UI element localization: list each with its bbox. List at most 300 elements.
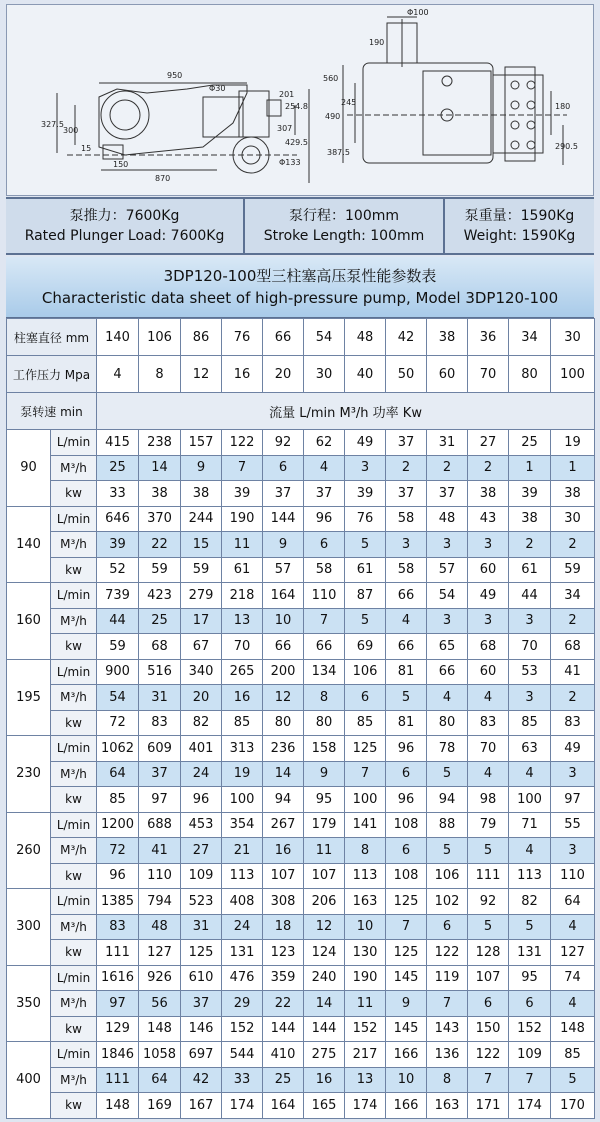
value-cell: 4 — [468, 761, 509, 787]
value-cell: 6 — [468, 991, 509, 1017]
value-cell: 68 — [551, 634, 595, 660]
table-row — [7, 1016, 595, 1042]
value-cell: 119 — [427, 965, 468, 991]
value-cell: 164 — [263, 1093, 304, 1119]
value-cell: 43 — [468, 506, 509, 532]
spec-weight — [445, 199, 594, 253]
value-cell: 17 — [181, 608, 222, 634]
value-cell: 167 — [181, 1093, 222, 1119]
value-cell: 38 — [509, 506, 551, 532]
value-cell: 125 — [181, 940, 222, 966]
value-cell: 144 — [263, 1016, 304, 1042]
unit-cell: kw — [51, 634, 97, 660]
value-cell: 141 — [345, 812, 386, 838]
value-cell: 171 — [468, 1093, 509, 1119]
value-cell: 166 — [386, 1042, 427, 1068]
value-cell: 95 — [509, 965, 551, 991]
value-cell: 83 — [468, 710, 509, 736]
value-cell: 39 — [222, 481, 263, 507]
value-cell: 4 — [386, 608, 427, 634]
dim-19: 290.5 — [555, 142, 578, 151]
value-cell: 64 — [97, 761, 139, 787]
value-cell: 37 — [263, 481, 304, 507]
value-cell: 10 — [386, 1067, 427, 1093]
value-cell: 163 — [427, 1093, 468, 1119]
dim-10: 429.5 — [285, 138, 308, 147]
value-cell: 56 — [139, 991, 181, 1017]
spec-weight-cn: 泵重量：1590Kg — [464, 208, 575, 224]
value-cell: 4 — [304, 455, 345, 481]
plunger-10: 34 — [509, 319, 551, 356]
value-cell: 10 — [263, 608, 304, 634]
value-cell: 125 — [345, 736, 386, 762]
unit-cell: kw — [51, 1093, 97, 1119]
value-cell: 44 — [509, 583, 551, 609]
value-cell: 131 — [222, 940, 263, 966]
dim-12: Φ100 — [407, 8, 429, 17]
value-cell: 190 — [222, 506, 263, 532]
value-cell: 24 — [181, 761, 222, 787]
unit-cell: kw — [51, 710, 97, 736]
value-cell: 354 — [222, 812, 263, 838]
value-cell: 38 — [139, 481, 181, 507]
plunger-diameter-label: 柱塞直径 mm — [7, 319, 97, 356]
value-cell: 37 — [386, 430, 427, 456]
value-cell: 7 — [509, 1067, 551, 1093]
value-cell: 83 — [97, 914, 139, 940]
value-cell: 61 — [345, 557, 386, 583]
pump-speed-label: 泵转速 min — [7, 393, 97, 430]
value-cell: 57 — [263, 557, 304, 583]
flow-header-row — [7, 393, 595, 430]
value-cell: 106 — [427, 863, 468, 889]
value-cell: 81 — [386, 659, 427, 685]
table-row — [7, 940, 595, 966]
value-cell: 44 — [97, 608, 139, 634]
value-cell: 206 — [304, 889, 345, 915]
value-cell: 94 — [263, 787, 304, 813]
value-cell: 63 — [509, 736, 551, 762]
value-cell: 31 — [427, 430, 468, 456]
value-cell: 7 — [345, 761, 386, 787]
table-row — [7, 506, 595, 532]
unit-cell: L/min — [51, 965, 97, 991]
table-row — [7, 1042, 595, 1068]
pressure-8: 60 — [427, 356, 468, 393]
value-cell: 85 — [509, 710, 551, 736]
pressure-10: 80 — [509, 356, 551, 393]
plunger-5: 54 — [304, 319, 345, 356]
speed-cell: 260 — [7, 812, 51, 889]
value-cell: 109 — [181, 863, 222, 889]
speed-cell: 195 — [7, 659, 51, 736]
dim-16: 245 — [341, 98, 357, 107]
value-cell: 54 — [427, 583, 468, 609]
value-cell: 240 — [304, 965, 345, 991]
value-cell: 408 — [222, 889, 263, 915]
value-cell: 6 — [304, 532, 345, 558]
value-cell: 21 — [222, 838, 263, 864]
value-cell: 58 — [304, 557, 345, 583]
dim-6: 870 — [155, 174, 171, 183]
value-cell: 82 — [181, 710, 222, 736]
value-cell: 265 — [222, 659, 263, 685]
value-cell: 48 — [139, 914, 181, 940]
value-cell: 131 — [509, 940, 551, 966]
value-cell: 111 — [97, 940, 139, 966]
value-cell: 53 — [509, 659, 551, 685]
speed-cell: 160 — [7, 583, 51, 660]
value-cell: 238 — [139, 430, 181, 456]
value-cell: 4 — [468, 685, 509, 711]
pressure-5: 30 — [304, 356, 345, 393]
value-cell: 82 — [509, 889, 551, 915]
value-cell: 9 — [181, 455, 222, 481]
value-cell: 6 — [263, 455, 304, 481]
table-row — [7, 710, 595, 736]
table-row — [7, 634, 595, 660]
value-cell: 19 — [222, 761, 263, 787]
value-cell: 415 — [97, 430, 139, 456]
value-cell: 74 — [551, 965, 595, 991]
value-cell: 1200 — [97, 812, 139, 838]
unit-cell: M³/h — [51, 761, 97, 787]
value-cell: 70 — [509, 634, 551, 660]
plunger-8: 38 — [427, 319, 468, 356]
value-cell: 688 — [139, 812, 181, 838]
value-cell: 2 — [551, 608, 595, 634]
dim-8: 254.8 — [285, 102, 308, 111]
value-cell: 123 — [263, 940, 304, 966]
value-cell: 68 — [468, 634, 509, 660]
value-cell: 5 — [345, 608, 386, 634]
unit-cell: L/min — [51, 659, 97, 685]
table-row — [7, 914, 595, 940]
unit-cell: M³/h — [51, 532, 97, 558]
value-cell: 108 — [386, 863, 427, 889]
value-cell: 148 — [139, 1016, 181, 1042]
value-cell: 13 — [345, 1067, 386, 1093]
value-cell: 22 — [139, 532, 181, 558]
value-cell: 401 — [181, 736, 222, 762]
value-cell: 31 — [181, 914, 222, 940]
value-cell: 38 — [181, 481, 222, 507]
value-cell: 130 — [345, 940, 386, 966]
value-cell: 59 — [97, 634, 139, 660]
value-cell: 179 — [304, 812, 345, 838]
sheet-title — [6, 257, 594, 318]
dim-5: 150 — [113, 160, 129, 169]
value-cell: 4 — [509, 838, 551, 864]
value-cell: 16 — [222, 685, 263, 711]
value-cell: 8 — [345, 838, 386, 864]
value-cell: 1 — [509, 455, 551, 481]
value-cell: 52 — [97, 557, 139, 583]
pressure-7: 50 — [386, 356, 427, 393]
value-cell: 66 — [386, 634, 427, 660]
value-cell: 102 — [427, 889, 468, 915]
value-cell: 3 — [509, 685, 551, 711]
flow-power-label: 流量 L/min M³/h 功率 Kw — [97, 393, 595, 430]
value-cell: 900 — [97, 659, 139, 685]
unit-cell: M³/h — [51, 455, 97, 481]
value-cell: 165 — [304, 1093, 345, 1119]
value-cell: 11 — [304, 838, 345, 864]
dim-3: 300 — [63, 126, 79, 135]
unit-cell: M³/h — [51, 685, 97, 711]
unit-cell: M³/h — [51, 608, 97, 634]
unit-cell: L/min — [51, 506, 97, 532]
speed-cell: 230 — [7, 736, 51, 813]
value-cell: 164 — [263, 583, 304, 609]
spec-summary — [6, 197, 594, 255]
table-row — [7, 532, 595, 558]
value-cell: 5 — [427, 761, 468, 787]
value-cell: 244 — [181, 506, 222, 532]
plunger-3: 76 — [222, 319, 263, 356]
value-cell: 66 — [304, 634, 345, 660]
value-cell: 85 — [345, 710, 386, 736]
value-cell: 8 — [304, 685, 345, 711]
value-cell: 3 — [468, 608, 509, 634]
value-cell: 3 — [427, 532, 468, 558]
dim-17: 387.5 — [327, 148, 350, 157]
value-cell: 739 — [97, 583, 139, 609]
table-row — [7, 557, 595, 583]
value-cell: 37 — [427, 481, 468, 507]
value-cell: 70 — [468, 736, 509, 762]
value-cell: 29 — [222, 991, 263, 1017]
value-cell: 7 — [386, 914, 427, 940]
value-cell: 49 — [551, 736, 595, 762]
pressure-3: 16 — [222, 356, 263, 393]
working-pressure-label: 工作压力 Mpa — [7, 356, 97, 393]
value-cell: 127 — [551, 940, 595, 966]
plunger-11: 30 — [551, 319, 595, 356]
value-cell: 66 — [263, 634, 304, 660]
value-cell: 544 — [222, 1042, 263, 1068]
value-cell: 122 — [222, 430, 263, 456]
table-row — [7, 1067, 595, 1093]
value-cell: 55 — [551, 812, 595, 838]
value-cell: 107 — [468, 965, 509, 991]
plunger-1: 106 — [139, 319, 181, 356]
unit-cell: kw — [51, 863, 97, 889]
table-row — [7, 838, 595, 864]
value-cell: 279 — [181, 583, 222, 609]
dim-18: 180 — [555, 102, 571, 111]
value-cell: 25 — [97, 455, 139, 481]
value-cell: 80 — [263, 710, 304, 736]
value-cell: 20 — [181, 685, 222, 711]
value-cell: 1846 — [97, 1042, 139, 1068]
value-cell: 110 — [551, 863, 595, 889]
working-pressure-row — [7, 356, 595, 393]
unit-cell: kw — [51, 1016, 97, 1042]
value-cell: 610 — [181, 965, 222, 991]
value-cell: 95 — [304, 787, 345, 813]
value-cell: 7 — [222, 455, 263, 481]
value-cell: 308 — [263, 889, 304, 915]
unit-cell: L/min — [51, 583, 97, 609]
value-cell: 148 — [551, 1016, 595, 1042]
unit-cell: kw — [51, 940, 97, 966]
value-cell: 59 — [551, 557, 595, 583]
value-cell: 5 — [427, 838, 468, 864]
unit-cell: M³/h — [51, 1067, 97, 1093]
value-cell: 30 — [551, 506, 595, 532]
value-cell: 111 — [468, 863, 509, 889]
plunger-diameter-row — [7, 319, 595, 356]
value-cell: 3 — [551, 838, 595, 864]
value-cell: 163 — [345, 889, 386, 915]
value-cell: 145 — [386, 965, 427, 991]
value-cell: 136 — [427, 1042, 468, 1068]
value-cell: 128 — [468, 940, 509, 966]
value-cell: 16 — [263, 838, 304, 864]
value-cell: 85 — [222, 710, 263, 736]
dim-1: Φ30 — [209, 84, 226, 93]
value-cell: 100 — [345, 787, 386, 813]
value-cell: 9 — [386, 991, 427, 1017]
value-cell: 476 — [222, 965, 263, 991]
performance-table — [6, 318, 595, 1119]
table-row — [7, 583, 595, 609]
value-cell: 2 — [509, 532, 551, 558]
value-cell: 107 — [263, 863, 304, 889]
plunger-4: 66 — [263, 319, 304, 356]
value-cell: 11 — [222, 532, 263, 558]
value-cell: 37 — [386, 481, 427, 507]
value-cell: 22 — [263, 991, 304, 1017]
value-cell: 70 — [222, 634, 263, 660]
value-cell: 3 — [386, 532, 427, 558]
value-cell: 100 — [222, 787, 263, 813]
value-cell: 94 — [427, 787, 468, 813]
unit-cell: M³/h — [51, 991, 97, 1017]
value-cell: 68 — [139, 634, 181, 660]
value-cell: 148 — [97, 1093, 139, 1119]
value-cell: 13 — [222, 608, 263, 634]
value-cell: 1 — [551, 455, 595, 481]
value-cell: 18 — [263, 914, 304, 940]
value-cell: 6 — [345, 685, 386, 711]
value-cell: 143 — [427, 1016, 468, 1042]
value-cell: 113 — [345, 863, 386, 889]
value-cell: 31 — [139, 685, 181, 711]
value-cell: 66 — [427, 659, 468, 685]
value-cell: 5 — [551, 1067, 595, 1093]
value-cell: 14 — [263, 761, 304, 787]
value-cell: 125 — [386, 889, 427, 915]
value-cell: 85 — [97, 787, 139, 813]
value-cell: 72 — [97, 710, 139, 736]
value-cell: 58 — [386, 557, 427, 583]
unit-cell: L/min — [51, 889, 97, 915]
value-cell: 59 — [139, 557, 181, 583]
value-cell: 97 — [551, 787, 595, 813]
value-cell: 34 — [551, 583, 595, 609]
value-cell: 24 — [222, 914, 263, 940]
dim-11: Φ133 — [279, 158, 301, 167]
value-cell: 64 — [551, 889, 595, 915]
value-cell: 5 — [468, 838, 509, 864]
value-cell: 79 — [468, 812, 509, 838]
value-cell: 80 — [304, 710, 345, 736]
dim-4: 15 — [81, 144, 92, 153]
value-cell: 64 — [139, 1067, 181, 1093]
value-cell: 7 — [427, 991, 468, 1017]
speed-cell: 350 — [7, 965, 51, 1042]
value-cell: 96 — [304, 506, 345, 532]
value-cell: 96 — [386, 787, 427, 813]
value-cell: 267 — [263, 812, 304, 838]
value-cell: 174 — [345, 1093, 386, 1119]
value-cell: 4 — [509, 761, 551, 787]
value-cell: 4 — [551, 914, 595, 940]
value-cell: 150 — [468, 1016, 509, 1042]
value-cell: 7 — [304, 608, 345, 634]
value-cell: 61 — [509, 557, 551, 583]
spec-plunger-load — [6, 199, 245, 253]
value-cell: 170 — [551, 1093, 595, 1119]
spec-stroke-length-en: Stroke Length: 100mm — [263, 228, 425, 244]
unit-cell: L/min — [51, 736, 97, 762]
value-cell: 1058 — [139, 1042, 181, 1068]
value-cell: 11 — [345, 991, 386, 1017]
sheet-title-cn: 3DP120-100型三柱塞高压泵性能参数表 — [163, 267, 437, 285]
value-cell: 76 — [345, 506, 386, 532]
value-cell: 122 — [468, 1042, 509, 1068]
table-row — [7, 481, 595, 507]
value-cell: 96 — [386, 736, 427, 762]
value-cell: 3 — [551, 761, 595, 787]
value-cell: 33 — [222, 1067, 263, 1093]
value-cell: 523 — [181, 889, 222, 915]
dim-9: 307 — [277, 124, 293, 133]
plunger-0: 140 — [97, 319, 139, 356]
plunger-6: 48 — [345, 319, 386, 356]
value-cell: 15 — [181, 532, 222, 558]
value-cell: 2 — [551, 532, 595, 558]
value-cell: 92 — [263, 430, 304, 456]
speed-cell: 90 — [7, 430, 51, 507]
value-cell: 69 — [345, 634, 386, 660]
value-cell: 83 — [139, 710, 181, 736]
value-cell: 57 — [427, 557, 468, 583]
value-cell: 10 — [345, 914, 386, 940]
value-cell: 2 — [386, 455, 427, 481]
value-cell: 516 — [139, 659, 181, 685]
value-cell: 3 — [468, 532, 509, 558]
value-cell: 83 — [551, 710, 595, 736]
table-row — [7, 430, 595, 456]
pressure-6: 40 — [345, 356, 386, 393]
value-cell: 39 — [509, 481, 551, 507]
unit-cell: M³/h — [51, 838, 97, 864]
value-cell: 25 — [509, 430, 551, 456]
dim-14: 560 — [323, 74, 339, 83]
value-cell: 2 — [427, 455, 468, 481]
value-cell: 49 — [345, 430, 386, 456]
value-cell: 92 — [468, 889, 509, 915]
value-cell: 6 — [509, 991, 551, 1017]
value-cell: 4 — [551, 991, 595, 1017]
value-cell: 5 — [386, 685, 427, 711]
value-cell: 794 — [139, 889, 181, 915]
value-cell: 39 — [345, 481, 386, 507]
value-cell: 113 — [509, 863, 551, 889]
